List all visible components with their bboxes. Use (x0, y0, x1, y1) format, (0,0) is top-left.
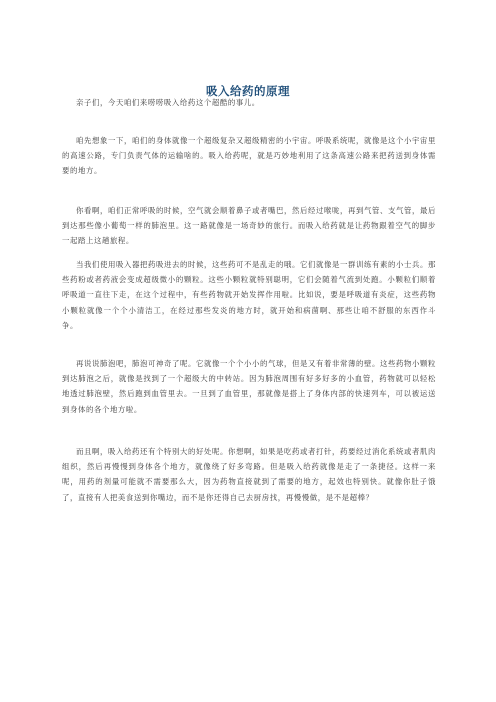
paragraph-3: 你看啊，咱们正常呼吸的时候，空气就会顺着鼻子或者嘴巴，然后经过喉咙，再到气管、支气管，最后到达那些像小葡萄一样的肺泡里。这一路就像是一场奇妙的旅行。而吸入给药就是让药物跟着空气的脚步一起踏上这趟旅程。 (62, 206, 436, 246)
paragraph-5: 再说说肺泡吧，肺泡可神奇了呢。它就像一个个小小的气球，但是又有着非常薄的壁。这些药物小颗粒到达肺泡之后，就像是找到了一个超级大的中转站。因为肺泡周围有好多好多的小血管，药物就可以轻松地透过肺泡壁，然后跑到血管里去。一旦到了血管里，那就像是搭上了身体内部的快速列车，可以被运送到身体的各个地方啦。 (62, 359, 436, 414)
paragraph-2: 咱先想象一下，咱们的身体就像一个超级复杂又超级精密的小宇宙。呼吸系统呢，就像是这个小宇宙里的高速公路，专门负责气体的运输啥的。吸入给药呢，就是巧妙地利用了这条高速公路来把药送到身体需要的地方。 (62, 136, 436, 176)
paragraph-4: 当我们使用吸入器把药吸进去的时候，这些药可不是乱走的哦。它们就像是一群训练有素的小士兵。那些药粉或者药液会变成超级微小的颗粒。这些小颗粒就特别聪明，它们会随着气流到处跑。小颗粒们顺着呼吸道一直往下走，在这个过程中，有些药物就开始发挥作用啦。比如说，要是呼吸道有炎症，这些药物小颗粒就像一个个小清洁工，在经过那些发炎的地方时，就开始和病菌啊、那些让咱不舒服的东西作斗争。 (62, 260, 436, 330)
paragraph-6: 而且啊，吸入给药还有个特别大的好处呢。你想啊，如果是吃药或者打针，药要经过消化系统或者肌肉组织，然后再慢慢到身体各个地方，就像绕了好多弯路。但是吸入给药就像是走了一条捷径。这样一来呢，用药的剂量可能就不需要那么大，因为药物直接就到了需要的地方，起效也特别快。就像你肚子饿了，直接有人把美食送到你嘴边，而不是你还得自己去厨房找，再慢慢做，是不是超棒？ (62, 447, 436, 502)
document-title: 吸入给药的原理 (206, 84, 290, 98)
paragraph-1: 亲子们，今天咱们来唠唠吸入给药这个超酷的事儿。 (76, 98, 260, 107)
